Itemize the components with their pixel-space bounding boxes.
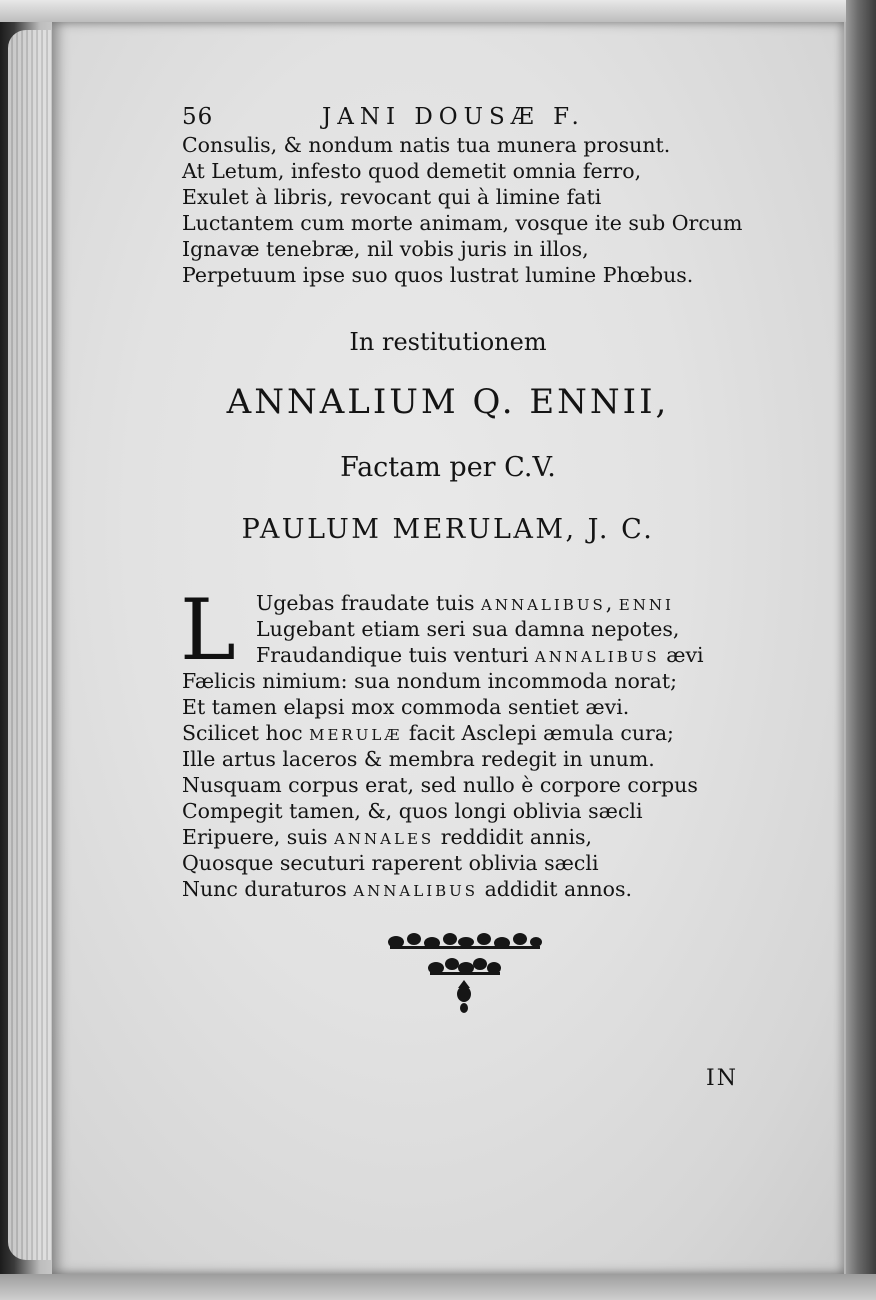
poem-text: Nunc duraturos (182, 877, 354, 901)
poem-line (182, 720, 674, 748)
title-line-2: ANNALIUM Q. ENNII, (226, 382, 670, 422)
small-caps: ANNALIBUS (353, 882, 479, 900)
top-edge (0, 0, 876, 22)
verse-line: Exulet à libris, revocant qui à limine fati (182, 185, 602, 209)
running-title: JANI DOUSÆ F. (322, 104, 585, 130)
poem-line (182, 798, 643, 824)
binding-shadow (846, 0, 876, 1300)
poem-text: Et tamen elapsi mox commoda sentiet ævi. (182, 695, 630, 719)
small-caps: ANNALES (334, 830, 435, 848)
poem-text: Lugebant etiam seri sua damna nepotes, (256, 617, 680, 641)
poem-line (182, 668, 677, 694)
title-line-4: PAULUM MERULAM, J. C. (241, 514, 655, 545)
poem-text: Scilicet hoc (182, 721, 310, 745)
poem-text: addidit annos. (478, 877, 633, 901)
catchword: IN (706, 1066, 738, 1091)
running-header (182, 104, 585, 130)
poem-line (256, 616, 679, 642)
verse-line: Perpetuum ipse suo quos lustrat lumine Phœbus. (182, 263, 694, 287)
small-caps: MERULÆ (309, 726, 403, 744)
verse-line: At Letum, infesto quod demetit omnia ferro, (182, 159, 642, 183)
poem-text: Ille artus laceros & membra redegit in unum. (182, 747, 655, 771)
poem-text: ævi (659, 643, 704, 667)
poem-line (182, 694, 629, 720)
bottom-edge (0, 1274, 876, 1300)
poem-text: Compegit tamen, &, quos longi oblivia sæcli (182, 799, 643, 823)
verse-line: Luctantem cum morte animam, vosque ite sub Orcum (182, 211, 743, 235)
poem-text: Eripuere, suis (182, 825, 335, 849)
small-caps: ENNI (618, 596, 674, 614)
poem-line (182, 746, 655, 772)
poem-text: Quosque secuturi raperent oblivia sæcli (182, 851, 599, 875)
page-number: 56 (182, 104, 214, 130)
title-line-3: Factam per C.V. (340, 452, 556, 483)
poem-line (256, 642, 704, 670)
poem-text: Ugebas fraudate tuis (256, 591, 481, 615)
poem-line (182, 850, 599, 876)
poem-line (182, 772, 698, 798)
small-caps: ANNALIBUS (534, 648, 660, 666)
poem-text: Fælicis nimium: sua nondum incommoda norat; (182, 669, 677, 693)
poem-line (256, 590, 674, 618)
poem-text: reddidit annis, (434, 825, 593, 849)
fleuron-ornament-icon (384, 930, 544, 1030)
poem-text: Nusquam corpus erat, sed nullo è corpore corpus (182, 773, 698, 797)
poem-text: Fraudandique tuis venturi (256, 643, 535, 667)
poem-line (182, 876, 632, 904)
verse-line: Ignavæ tenebræ, nil vobis juris in illos, (182, 237, 589, 261)
small-caps: ANNALIBUS (481, 596, 606, 614)
poem-text: facit Asclepi æmula cura; (402, 721, 674, 745)
poem-line (182, 824, 592, 852)
poem-text: , (605, 591, 619, 615)
verse-line: Consulis, & nondum natis tua munera prosunt. (182, 133, 671, 157)
title-line-1: In restitutionem (349, 328, 547, 356)
drop-cap: L (180, 581, 236, 679)
